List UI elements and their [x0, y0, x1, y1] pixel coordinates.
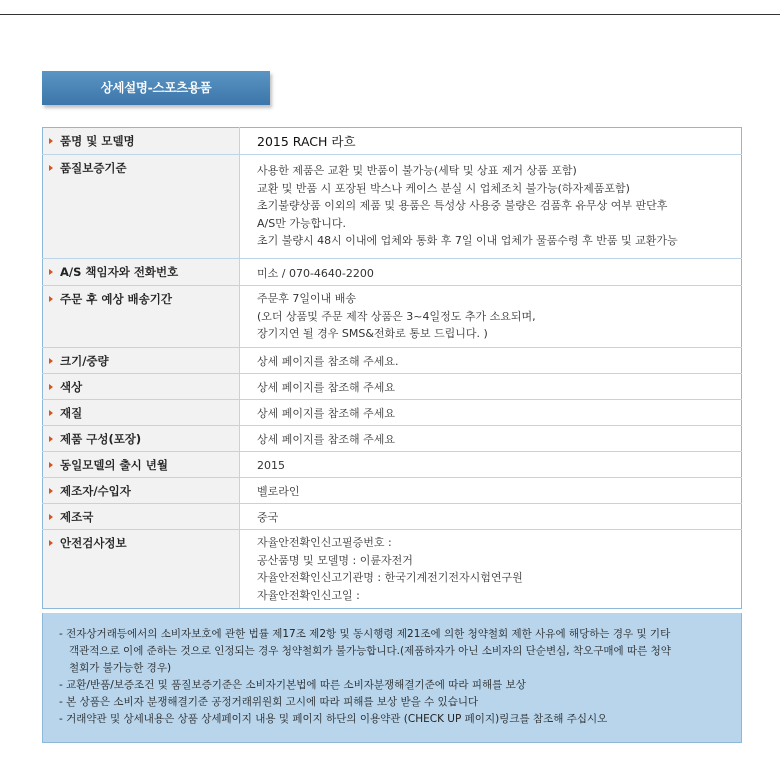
row-label: 안전검사정보 — [60, 536, 127, 550]
row-value: 초기불량상품 이외의 제품 및 용품은 특성상 사용중 불량은 검품후 유무상 여부 판단후 — [257, 199, 668, 212]
row-label: 제조자/수입자 — [60, 484, 131, 498]
table-row — [43, 259, 742, 286]
row-value: 상세 페이지를 참조해 주세요 — [257, 407, 396, 420]
table-row — [43, 504, 742, 530]
row-value: 상세 페이지를 참조해 주세요 — [257, 381, 396, 394]
row-label: 제품 구성(포장) — [60, 432, 142, 446]
bullet-arrow-icon — [49, 165, 53, 171]
bullet-arrow-icon — [49, 269, 53, 275]
table-row — [43, 286, 742, 348]
row-label: 색상 — [60, 380, 83, 394]
row-label: 품질보증기준 — [60, 161, 127, 175]
row-label: A/S 책임자와 전화번호 — [60, 265, 179, 279]
table-row — [43, 530, 742, 609]
row-label: 품명 및 모델명 — [60, 134, 135, 148]
notice-item: 객관적으로 이에 준하는 것으로 인정되는 경우 청약철회가 불가능합니다.(제품하자가 아닌 소비자의 단순변심, 착오구매에 따른 청약 — [69, 645, 671, 657]
row-value: 사용한 제품은 교환 및 반품이 불가능(세탁 및 상표 제거 상품 포함) — [257, 164, 577, 177]
table-row — [43, 400, 742, 426]
row-label: 주문 후 예상 배송기간 — [60, 292, 172, 306]
table-row — [43, 478, 742, 504]
bullet-arrow-icon — [49, 436, 53, 442]
product-info-table — [42, 127, 742, 609]
row-label: 재질 — [60, 406, 83, 420]
row-value: 자율안전확인신고일 : — [257, 588, 360, 602]
bullet-arrow-icon — [49, 138, 53, 144]
row-value: 자율안전확인신고필증번호 : — [257, 536, 392, 549]
table-row — [43, 348, 742, 374]
top-divider — [0, 14, 780, 15]
row-label: 제조국 — [60, 510, 94, 524]
row-value: (오더 상품및 주문 제작 상품은 3~4일정도 추가 소요되며, — [257, 309, 536, 323]
table-row — [43, 426, 742, 452]
table-row — [43, 374, 742, 400]
legal-notice-box — [42, 613, 742, 743]
row-value: 상세 페이지를 참조해 주세요. — [257, 355, 399, 368]
row-label: 크기/중량 — [60, 354, 109, 368]
notice-item: - 교환/반품/보증조건 및 품질보증기준은 소비자기본법에 따른 소비자분쟁해결기준에 따라 피해를 보상 — [59, 679, 526, 691]
bullet-arrow-icon — [49, 488, 53, 494]
row-value: 상세 페이지를 참조해 주세요 — [257, 433, 396, 446]
bullet-arrow-icon — [49, 358, 53, 364]
row-value: 초기 불량시 48시 이내에 업체와 통화 후 7일 이내 업체가 물품수령 후 반품 및 교환가능 — [257, 234, 678, 247]
notice-item: - 거래약관 및 상세내용은 상품 상세페이지 내용 및 페이지 하단의 이용약관 (CHECK UP 페이지)링크를 참조해 주십시오 — [59, 713, 608, 725]
notice-item: - 전자상거래등에서의 소비자보호에 관한 법률 제17조 제2항 및 동시행령 제21조에 의한 청약철회 제한 사유에 해당하는 경우 및 기타 — [59, 628, 671, 640]
row-value: 중국 — [257, 511, 279, 524]
row-value: 공산품명 및 모델명 : 이륜자전거 — [257, 553, 413, 567]
bullet-arrow-icon — [49, 540, 53, 546]
row-value: 장기지연 될 경우 SMS&전화로 통보 드립니다. ) — [257, 327, 488, 340]
row-value: 2015 — [257, 459, 285, 472]
bullet-arrow-icon — [49, 410, 53, 416]
row-value: 주문후 7일이내 배송 — [257, 292, 356, 305]
table-row — [43, 155, 742, 259]
bullet-arrow-icon — [49, 462, 53, 468]
row-value: A/S만 가능합니다. — [257, 216, 346, 230]
table-row — [43, 452, 742, 478]
row-value: 교환 및 반품 시 포장된 박스나 케이스 분실 시 업체조치 불가능(하자제품포함) — [257, 181, 630, 195]
section-title: 상세설명-스포츠용품 — [42, 71, 270, 105]
notice-item: 철회가 불가능한 경우) — [69, 662, 172, 674]
row-value: 2015 RACH 라흐 — [257, 134, 356, 149]
row-label: 동일모델의 출시 년월 — [60, 458, 168, 472]
bullet-arrow-icon — [49, 514, 53, 520]
table-row — [43, 128, 742, 155]
bullet-arrow-icon — [49, 296, 53, 302]
bullet-arrow-icon — [49, 384, 53, 390]
row-value: 자율안전확인신고기관명 : 한국기계전기전자시험연구원 — [257, 571, 523, 584]
row-value: 벨로라인 — [257, 485, 300, 498]
notice-item: - 본 상품은 소비자 분쟁해결기준 공정거래위원회 고시에 따라 피해를 보상 받을 수 있습니다 — [59, 696, 479, 708]
row-value: 미소 / 070-4640-2200 — [257, 267, 374, 280]
